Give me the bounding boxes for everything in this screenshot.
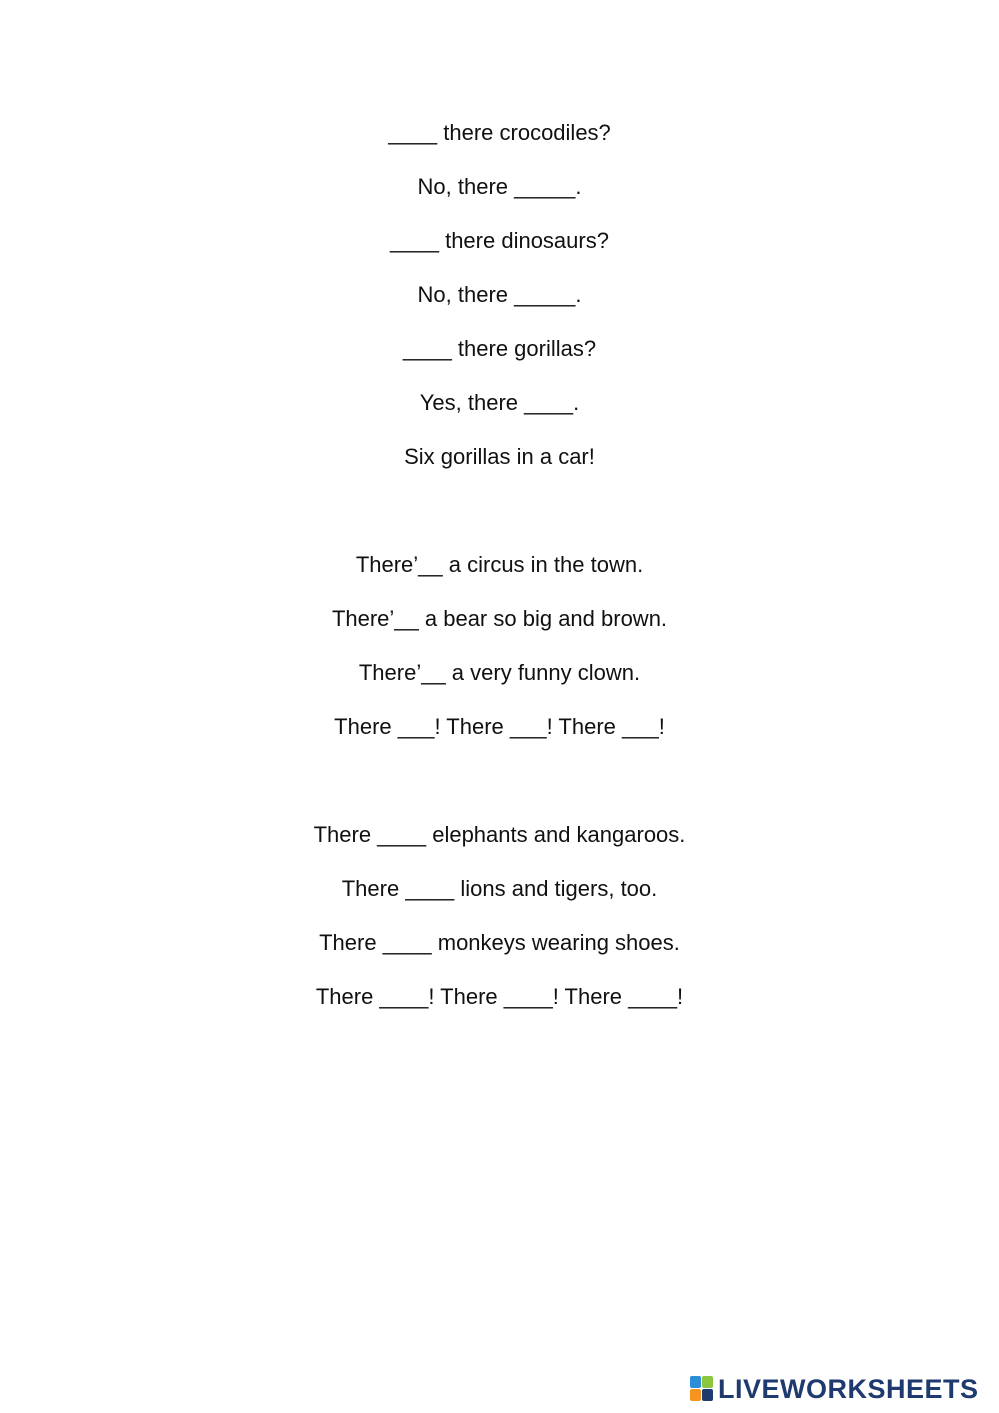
worksheet-line: There ____ lions and tigers, too.: [341, 876, 658, 901]
worksheet-line: No, there _____.: [417, 174, 582, 199]
liveworksheets-logo-icon: [690, 1376, 714, 1402]
worksheet-line: There ____! There ____! There ____!: [315, 984, 684, 1009]
worksheet-line: Yes, there ____.: [419, 390, 580, 415]
worksheet-line: There ____ elephants and kangaroos.: [313, 822, 686, 847]
liveworksheets-logo: [690, 1372, 990, 1406]
worksheet-line: ____ there gorillas?: [402, 336, 597, 361]
worksheet-line: There ___! There ___! There ___!: [334, 714, 665, 739]
worksheet-line: There’__ a bear so big and brown.: [331, 606, 668, 631]
logo-square: [702, 1389, 713, 1401]
worksheet-line: There ____ monkeys wearing shoes.: [319, 930, 680, 955]
stanza-crocodiles: [0, 120, 999, 498]
logo-square: [690, 1376, 701, 1388]
brand-name: LIVEWORKSHEETS: [718, 1374, 979, 1404]
worksheet-line: ____ there dinosaurs?: [390, 228, 609, 253]
stanza-circus: [0, 552, 999, 768]
worksheet-line: No, there _____.: [417, 282, 582, 307]
worksheet-line: There’__ a very funny clown.: [358, 660, 641, 685]
worksheet-line: Six gorillas in a car!: [404, 444, 595, 469]
logo-square: [702, 1376, 713, 1388]
logo-square: [690, 1389, 701, 1401]
worksheet-line: There’__ a circus in the town.: [355, 552, 644, 577]
worksheet-line: ____ there crocodiles?: [388, 120, 611, 145]
stanza-elephants: [0, 822, 999, 1038]
